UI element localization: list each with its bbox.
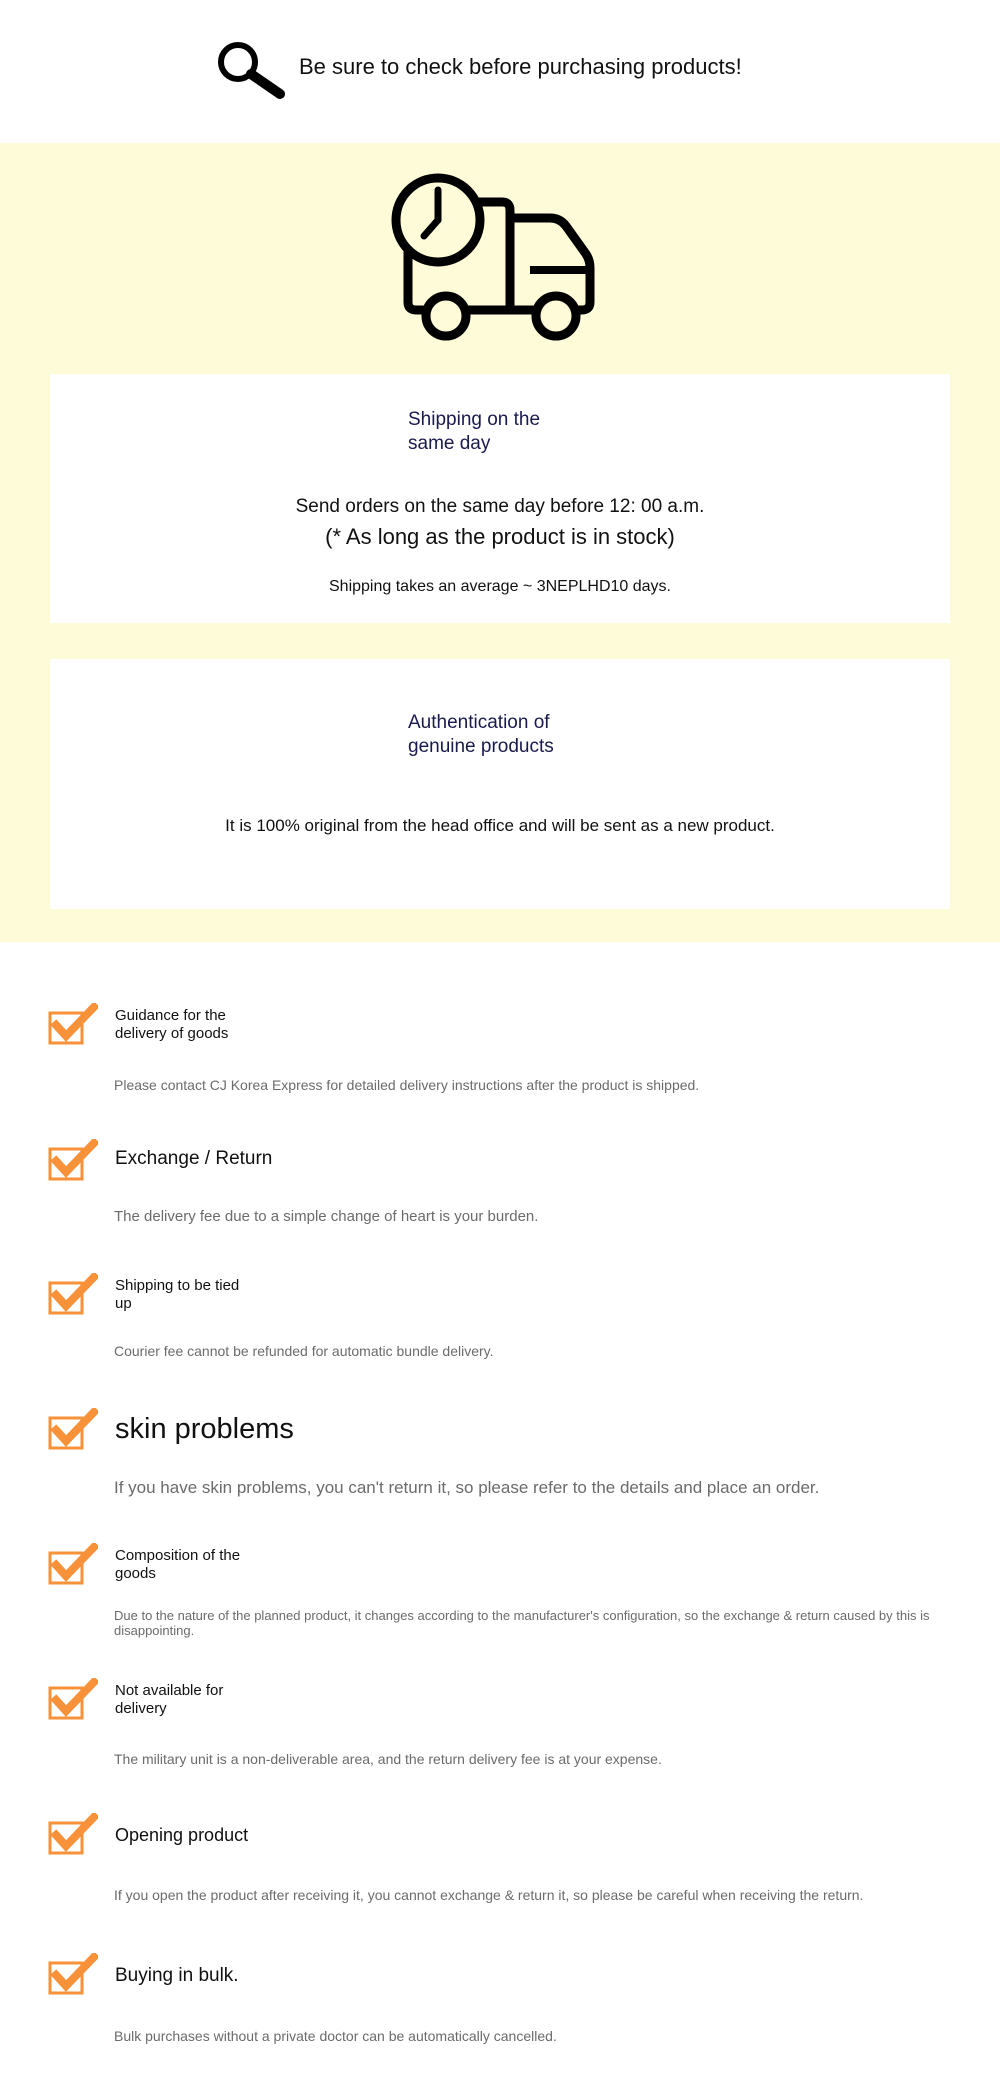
shipping-duration-text: Shipping takes an average ~ 3NEPLHD10 days. [329,578,671,595]
shipping-cutoff-text: Send orders on the same day before 12: 00 a.m. [295,496,705,517]
delivery-truck-clock-icon [390,170,610,345]
notice-title: Composition of the goods [115,1547,241,1582]
notice-title: Buying in bulk. [115,1965,239,1986]
checkmark-icon [48,1813,98,1855]
checkmark-icon [48,1408,98,1450]
notice-description: Due to the nature of the planned product, it changes according to the manufacturer's configuration, so the exchange & return caused by this is disappointing. [114,1608,930,1638]
checkmark-icon [48,1543,98,1585]
notice-description: Please contact CJ Korea Express for detailed delivery instructions after the product is shipped. [114,1077,700,1093]
checkmark-icon [48,1139,98,1181]
checkmark-icon [48,1678,98,1720]
notice-title: Opening product [115,1825,249,1845]
notice-description: Courier fee cannot be refunded for automatic bundle delivery. [114,1343,494,1359]
notice-title: Guidance for the delivery of goods [115,1007,229,1042]
notice-title: Not available for delivery [115,1682,224,1717]
magnifier-icon [214,40,286,100]
notice-description: If you have skin problems, you can't return it, so please refer to the details and place an order. [114,1478,820,1497]
notice-title: Shipping to be tied up [115,1277,240,1312]
purchase-notice-text: Be sure to check before purchasing products! [299,54,742,79]
notice-description: The delivery fee due to a simple change of heart is your burden. [114,1208,539,1225]
authenticity-title: Authentication of genuine products [408,712,554,757]
notice-description: Bulk purchases without a private doctor can be automatically cancelled. [114,2028,557,2044]
notice-title: Exchange / Return [115,1148,273,1169]
checkmark-icon [48,1953,98,1995]
notice-description: If you open the product after receiving it, you cannot exchange & return it, so please be careful when receiving the return. [114,1887,864,1903]
same-day-shipping-card [50,374,950,623]
checkmark-icon [48,1003,98,1045]
shipping-title: Shipping on the same day [408,409,541,454]
authenticity-text: It is 100% original from the head office and will be sent as a new product. [225,816,775,835]
notice-description: The military unit is a non-deliverable area, and the return delivery fee is at your expense. [114,1751,662,1767]
authenticity-card [50,659,950,909]
checkmark-icon [48,1273,98,1315]
shipping-stock-note: (* As long as the product is in stock) [325,524,675,549]
top-notice-bar [0,0,1000,143]
notice-title: skin problems [115,1413,294,1445]
